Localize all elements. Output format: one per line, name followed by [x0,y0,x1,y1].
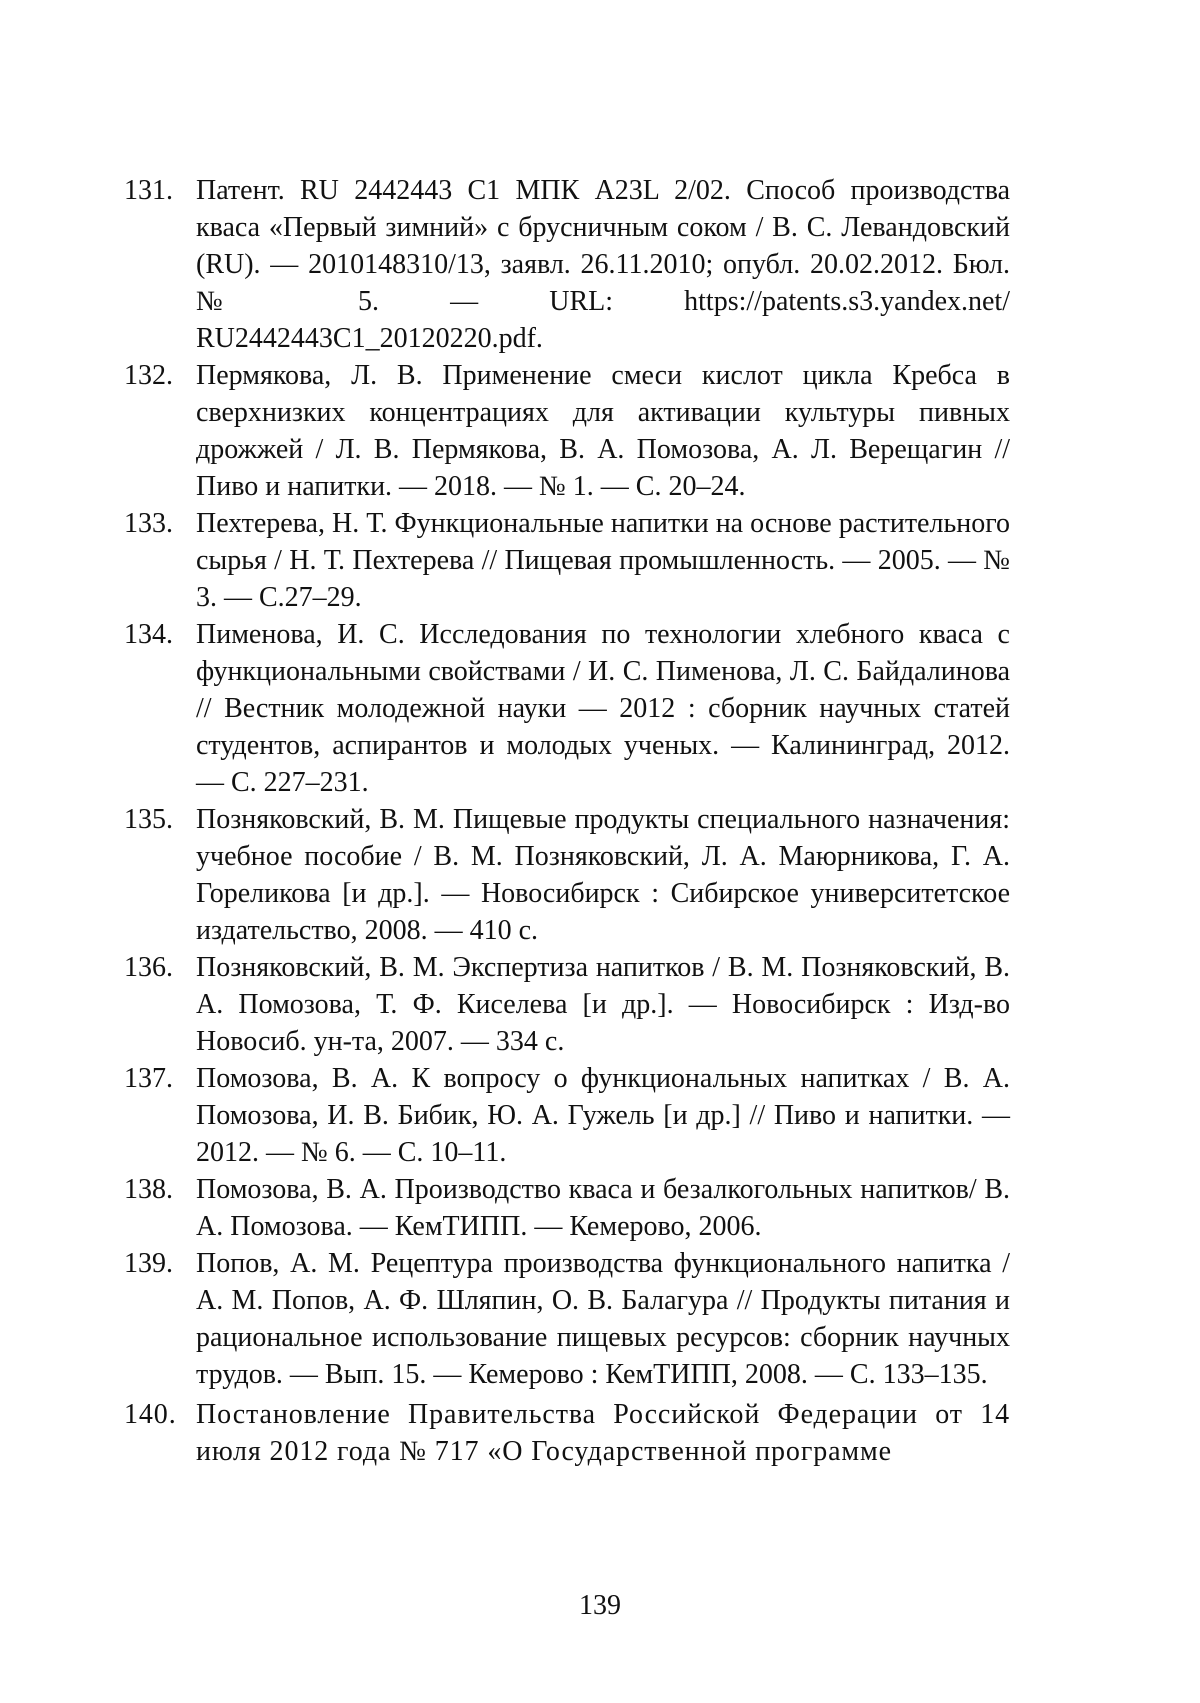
reference-item-138 [124,1171,1010,1245]
reference-item-140 [124,1396,1010,1470]
reference-number: 136. [124,952,173,983]
reference-item-133 [124,505,1010,616]
reference-number: 140. [124,1399,177,1430]
reference-item-135 [124,801,1010,949]
reference-text: Патент. RU 2442443 C1 МПК A23L 2/02. Способ производства кваса «Первый зимний» с брусничным соком / В. С. Левандовский (RU). — 2010148310/13, заявл. 26.11.2010; опубл. 20.02.2012. Бюл. № 5. — URL: https://patents.s3.yandex.net/ RU2442443C1_20120220.pdf. [196,175,1010,354]
reference-number: 133. [124,508,173,539]
reference-text: Позняковский, В. М. Пищевые продукты специального назначения: учебное пособие / В. М. Позняковский, Л. А. Маюрникова, Г. А. Гореликова [и др.]. — Новосибирск : Сибирское университетское издательство, 2008. — 410 с. [196,804,1010,946]
reference-text: Пименова, И. С. Исследования по технологии хлебного кваса с функциональными свойствами / И. С. Пименова, Л. С. Байдалинова // Вестник молодежной науки — 2012 : сборник научных статей студентов, аспирантов и молодых ученых. — Калининград, 2012. — С. 227–231. [196,619,1010,798]
reference-number: 134. [124,619,173,650]
reference-item-132 [124,357,1010,505]
reference-item-139 [124,1245,1010,1393]
reference-number: 139. [124,1248,173,1279]
reference-text: Помозова, В. А. Производство кваса и безалкогольных напитков/ В. А. Помозова. — КемТИПП. — Кемерово, 2006. [196,1174,1010,1242]
reference-item-136 [124,949,1010,1060]
reference-list [124,172,1010,1470]
reference-text: Позняковский, В. М. Экспертиза напитков / В. М. Позняковский, В. А. Помозова, Т. Ф. Киселева [и др.]. — Новосибирск : Изд-во Новосиб. ун-та, 2007. — 334 с. [196,952,1010,1057]
reference-item-131 [124,172,1010,357]
reference-text: Постановление Правительства Российской Федерации от 14 июля 2012 года № 717 «О Государственной программе [196,1399,1010,1467]
reference-item-134 [124,616,1010,801]
reference-item-137 [124,1060,1010,1171]
reference-text: Попов, А. М. Рецептура производства функционального напитка / А. М. Попов, А. Ф. Шляпин, О. В. Балагура // Продукты питания и рациональное использование пищевых ресурсов: сборник научных трудов. — Вып. 15. — Кемерово : КемТИПП, 2008. — С. 133–135. [196,1248,1010,1390]
reference-number: 137. [124,1063,173,1094]
reference-number: 131. [124,175,173,206]
reference-text: Помозова, В. А. К вопросу о функциональных напитках / В. А. Помозова, И. В. Бибик, Ю. А. Гужель [и др.] // Пиво и напитки. — 2012. — № 6. — С. 10–11. [196,1063,1010,1168]
reference-text: Пермякова, Л. В. Применение смеси кислот цикла Кребса в сверхнизких концентрациях для активации культуры пивных дрожжей / Л. В. Пермякова, В. А. Помозова, А. Л. Верещагин // Пиво и напитки. — 2018. — № 1. — С. 20–24. [196,360,1010,502]
reference-number: 132. [124,360,173,391]
page-number: 139 [579,1590,621,1621]
reference-number: 138. [124,1174,173,1205]
reference-text: Пехтерева, Н. Т. Функциональные напитки на основе растительного сырья / Н. Т. Пехтерева // Пищевая промышленность. — 2005. — № 3. — С.27–29. [196,508,1010,613]
reference-number: 135. [124,804,173,835]
